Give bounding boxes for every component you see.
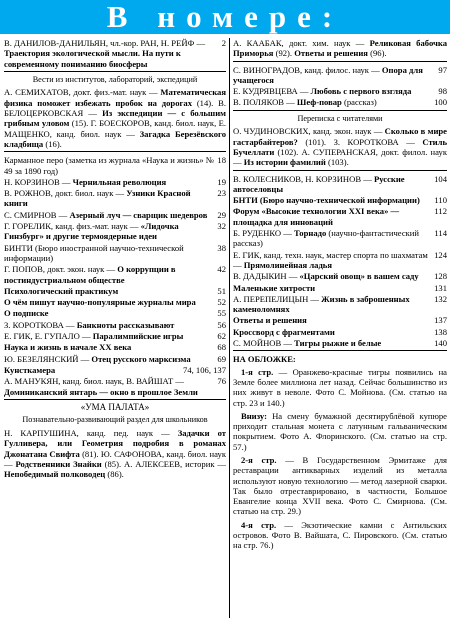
- toc-title: Математическая физика поможет избежать пробок на дорогах: [4, 87, 226, 108]
- toc-entry-text: [233, 174, 434, 195]
- toc-entry[interactable]: [233, 271, 447, 281]
- toc-author: В. ДАДЫКИН —: [233, 271, 300, 282]
- toc-entry[interactable]: [233, 174, 447, 195]
- toc-entry[interactable]: [233, 338, 447, 348]
- toc-note: (16).: [43, 138, 62, 149]
- toc-entry-text: [4, 177, 217, 187]
- toc-author: Ю. БЕЗЕЛЯНСКИЙ —: [4, 353, 92, 364]
- toc-entry[interactable]: [4, 210, 226, 220]
- toc-page-number: 114: [434, 228, 447, 239]
- toc-entry[interactable]: [233, 97, 447, 107]
- toc-entry[interactable]: [4, 428, 226, 479]
- toc-title: Реликовая бабочка Приморья: [233, 38, 447, 59]
- toc-author: Е. ГИК, канд. техн. наук, мастер спорта по шахматам —: [233, 249, 428, 270]
- toc-entry-text: [233, 294, 434, 315]
- toc-title: Маленькие хитрости: [233, 282, 316, 293]
- contents-title: В номере:: [106, 0, 344, 34]
- toc-author: Н. КОРЗИНОВ —: [4, 176, 73, 187]
- cover-page-label: 2-я стр.: [241, 454, 277, 465]
- toc-title: Тигры рыжие и белые: [294, 338, 382, 349]
- toc-author: А. СЕМИХАТОВ, докт. физ.-мат. наук —: [4, 87, 161, 98]
- toc-entry[interactable]: [4, 155, 226, 176]
- toc-title: Любовь с первого взгляда: [310, 86, 412, 97]
- toc-title: Опора для учащегося: [233, 64, 423, 85]
- toc-title: Траектория экологической мысли. На пути к современному пониманию биосферы: [4, 48, 181, 69]
- cover-caption-text: — В Государственном Эрмитаже для реставрации антикварных изделий из металла используют новую технологию — метод лазерной сварки. Так было отреставрировано, в частности, Большое Евангелие конца XVII века. Фото С. Смирнова. (См. статью на стр. 29.): [233, 454, 447, 517]
- toc-entry-text: [233, 327, 434, 337]
- toc-title: Шеф-повар: [296, 97, 342, 108]
- toc-entry[interactable]: [4, 308, 226, 318]
- toc-title: Кроссворд с фрагментами: [233, 326, 335, 337]
- toc-title: Азерный луч — сварщик шедевров: [69, 209, 208, 220]
- toc-author: Б. РУДЕНКО —: [233, 228, 294, 239]
- toc-author: В. КОЛЕСНИКОВ, Н. КОРЗИНОВ —: [233, 173, 374, 184]
- toc-page-number: 38: [217, 242, 226, 253]
- section-rule: [4, 399, 226, 400]
- toc-entry[interactable]: [4, 354, 226, 364]
- toc-entry[interactable]: [4, 264, 226, 285]
- section-rule: [233, 61, 447, 62]
- toc-note: (81). Ю. САФОНОВА, канд. биол. наук —: [4, 448, 226, 469]
- toc-entry[interactable]: [4, 87, 226, 149]
- ump-section-heading: «УМА ПАЛАТА»: [80, 401, 150, 412]
- toc-author: Карманное перо (заметка из журнала «Наука и жизнь» № 49 за 1890 год): [4, 155, 215, 176]
- toc-title: Доминиканский янтарь — окно в прошлое Земли: [4, 386, 198, 397]
- toc-page-number: 132: [434, 293, 447, 304]
- toc-entry[interactable]: [233, 126, 447, 167]
- toc-page-number: 137: [434, 315, 447, 326]
- toc-entry-text: [233, 97, 434, 107]
- toc-title: Психологический практикум: [4, 285, 119, 296]
- toc-title: Отец русского марксизма: [91, 353, 191, 364]
- cover-section-heading: НА ОБЛОЖКЕ:: [233, 354, 296, 365]
- toc-entry-text: [4, 342, 217, 352]
- toc-page-number: 51: [217, 285, 226, 296]
- toc-note: (86).: [105, 469, 124, 480]
- toc-entry-text: [4, 188, 217, 209]
- toc-page-number: 18: [217, 155, 226, 166]
- toc-author: В. ПОЛЯКОВ —: [233, 97, 297, 108]
- toc-entry-text: [4, 155, 217, 176]
- toc-entry[interactable]: [4, 243, 226, 264]
- toc-page-number: 74, 106, 137: [183, 364, 226, 375]
- toc-title: Ответы и решения: [294, 48, 368, 59]
- toc-entry[interactable]: [233, 206, 447, 227]
- toc-page-number: 2: [221, 38, 226, 48]
- toc-page-number: 128: [434, 271, 447, 282]
- toc-author: Е. ГИК, Е. ГУПАЛО —: [4, 331, 93, 342]
- toc-title: Русские автоселовцы: [233, 173, 405, 194]
- toc-entry[interactable]: [233, 38, 447, 59]
- toc-title: Прямолинейная ладья: [243, 259, 332, 270]
- toc-entry-text: [233, 206, 434, 227]
- toc-author: А. КААБАК, докт. хим. наук —: [233, 38, 370, 48]
- cover-page-label: 1-я стр.: [241, 366, 274, 377]
- toc-page-number: 76: [217, 376, 226, 387]
- section-rule: [4, 71, 226, 72]
- toc-entry[interactable]: [4, 297, 226, 307]
- toc-title: Жизнь в заброшенных каменоломнях: [233, 293, 410, 315]
- toc-entry[interactable]: [4, 376, 226, 397]
- toc-page-number: 56: [217, 319, 226, 330]
- toc-entry[interactable]: [233, 315, 447, 325]
- toc-entry[interactable]: [4, 177, 226, 187]
- toc-author: БИНТИ (Бюро иностранной научно-технической информации): [4, 242, 184, 263]
- toc-author: А. МАНУКЯН, канд. биол. наук, В. ВАЙШАТ —: [4, 376, 184, 387]
- toc-note: (103).: [325, 157, 349, 168]
- toc-author: Г. ПОПОВ, докт. экон. наук —: [4, 264, 118, 275]
- toc-note: (96).: [367, 48, 387, 59]
- correspondence-heading: Переписка с читателями: [297, 113, 383, 123]
- toc-entry-text: [4, 264, 217, 285]
- toc-entry-text: [233, 86, 438, 96]
- news-section-heading: Вести из институтов, лабораторий, экспедиций: [32, 74, 198, 84]
- toc-page-number: 97: [438, 64, 447, 75]
- section-rule: [233, 350, 447, 351]
- ump-section-subheading: Познавательно-развивающий раздел для школьников: [22, 415, 208, 425]
- toc-entry[interactable]: [4, 38, 226, 69]
- toc-page-number: 52: [217, 297, 226, 308]
- toc-title: Узники Красной книги: [4, 188, 191, 209]
- toc-author: С. МОЙНОВ —: [233, 338, 295, 349]
- toc-entry-text: [4, 210, 217, 220]
- toc-entry[interactable]: [233, 195, 447, 205]
- toc-entry[interactable]: [4, 188, 226, 209]
- toc-title: Чернильная революция: [72, 176, 167, 187]
- toc-entry[interactable]: [4, 320, 226, 330]
- toc-entry[interactable]: [233, 250, 447, 271]
- toc-entry-text: [233, 315, 434, 325]
- toc-entry-text: [233, 271, 434, 281]
- cover-page-label: 4-я стр.: [241, 519, 277, 530]
- toc-title: О коррупции в постиндустриальном обществе: [4, 264, 176, 285]
- toc-page-number: 98: [438, 86, 447, 97]
- toc-page-number: 32: [217, 221, 226, 232]
- toc-author: Е. КУДРЯВЦЕВА —: [233, 86, 311, 97]
- toc-title: О подписке: [4, 308, 49, 319]
- toc-author: Н. КАРПУШИНА, канд. пед. наук —: [4, 427, 178, 438]
- toc-entry-text: [4, 286, 217, 296]
- toc-author: А. ПЕРЕПЕЛИЦЫН —: [233, 293, 322, 304]
- toc-title: Паралимпийские игры: [92, 331, 184, 342]
- toc-entry-text: [233, 228, 434, 249]
- toc-entry-text: [4, 221, 217, 242]
- toc-title: О чём пишут научно-популярные журналы мира: [4, 297, 196, 308]
- toc-title: Наука и жизнь в начале XX века: [4, 342, 132, 353]
- toc-entry-text: [4, 331, 217, 341]
- cover-description: [233, 367, 447, 408]
- toc-page-number: 69: [217, 353, 226, 364]
- toc-entry[interactable]: [4, 221, 226, 242]
- toc-entry[interactable]: [4, 331, 226, 341]
- toc-note: (85). А. АЛЕКСЕЕВ, историк —: [101, 458, 226, 469]
- toc-entry-text: [4, 38, 222, 69]
- toc-page-number: 124: [434, 249, 447, 260]
- toc-title: Родственники Знайки: [15, 458, 102, 469]
- toc-page-number: 131: [434, 282, 447, 293]
- toc-entry[interactable]: [233, 327, 447, 337]
- toc-note: (15). Г. БОЕСКОРОВ, канд. биол. наук, Е. МАЩЕНКО, канд. биол. наук —: [4, 118, 226, 139]
- toc-title: Стиль Бучеллати: [233, 136, 447, 157]
- toc-note: (рассказ): [341, 97, 377, 108]
- toc-title: БНТИ (Бюро научно-технической информации): [233, 195, 420, 206]
- toc-title: Загадка Березёвского кладбища: [4, 128, 226, 149]
- left-column: [4, 38, 226, 480]
- right-column: [233, 38, 447, 554]
- toc-title: Торнадо: [293, 228, 327, 239]
- toc-author: С. ВИНОГРАДОВ, канд. филос. наук —: [233, 64, 382, 75]
- toc-author: В. ДАНИЛОВ-ДАНИЛЬЯН, чл.-кор. РАН, Н. РЕЙФ —: [4, 38, 206, 48]
- toc-entry[interactable]: [233, 86, 447, 96]
- toc-page-number: 55: [217, 308, 226, 319]
- toc-entry[interactable]: [233, 283, 447, 293]
- toc-entry-text: [4, 297, 217, 307]
- toc-entry[interactable]: [4, 365, 226, 375]
- toc-title: «Лидочка Гинзбург» и другие термоядерные идеи: [4, 221, 179, 242]
- toc-entry-text: [4, 365, 183, 375]
- toc-author: О. ЧУДИНОВСКИХ, канд. экон. наук —: [233, 126, 385, 137]
- cover-caption-text: — Экзотические камни с Антильских островов. Фото В. Вайшата, С. Пировского. (См. статью на стр. 76.): [233, 519, 447, 551]
- toc-title: Ответы и решения: [233, 315, 307, 326]
- toc-page-number: 62: [217, 331, 226, 342]
- toc-entry-text: [4, 308, 217, 318]
- toc-note: (научно-фантастический рассказ): [233, 228, 420, 249]
- toc-entry[interactable]: [4, 342, 226, 352]
- toc-title: Из истории фамилий: [243, 157, 326, 168]
- toc-author: В. РОЖНОВ, докт. биол. наук —: [4, 188, 127, 199]
- cover-description: [233, 455, 447, 517]
- toc-entry-text: [233, 283, 434, 293]
- contents-banner: [0, 0, 450, 34]
- toc-note: (14). В. БЕЛОЦЕРКОВСКАЯ —: [4, 97, 226, 119]
- toc-title: Задачки от Гулливера, или Геометрия подробия в романах Джонатана Свифта: [4, 427, 226, 459]
- toc-page-number: 140: [434, 338, 447, 349]
- toc-title: «Царский овощ» в вашем саду: [299, 271, 419, 282]
- toc-page-number: 100: [434, 97, 447, 108]
- toc-page-number: 110: [434, 195, 447, 206]
- section-rule: [233, 110, 447, 111]
- toc-entry-text: [4, 354, 217, 364]
- cover-description: [233, 411, 447, 452]
- toc-note: (102). А. СУПЕРАНСКАЯ, докт. филол. наук —: [233, 146, 447, 168]
- section-rule: [233, 170, 447, 171]
- toc-title: Из экспедиции — с большим грибным уловом: [4, 108, 226, 129]
- toc-title: Банкноты рассказывают: [76, 319, 175, 330]
- toc-page-number: 19: [217, 176, 226, 187]
- toc-entry[interactable]: [4, 286, 226, 296]
- cover-caption-text: — Оранжево-красные тигры появились на Земле более миллиона лет назад. Сейчас большинство из них живут в неволе. Фото С. Мойнова. (См. статью на стр. 23 и 140.): [233, 366, 447, 408]
- column-divider: [229, 38, 230, 618]
- toc-note: (92).: [273, 48, 295, 59]
- toc-entry-text: [233, 250, 434, 271]
- toc-page-number: 23: [217, 188, 226, 199]
- toc-title: Форум «Высокие технологии XXI века» — площадка для инноваций: [233, 206, 400, 227]
- toc-entry[interactable]: [233, 294, 447, 315]
- toc-note: (101). З. КОРОТКОВА —: [297, 136, 423, 147]
- toc-entry[interactable]: [233, 228, 447, 249]
- toc-page-number: 42: [217, 264, 226, 275]
- toc-title: Непобедимый полководец: [4, 469, 106, 480]
- toc-entry-text: [4, 376, 217, 397]
- toc-entry-text: [233, 65, 438, 86]
- toc-page-number: 29: [217, 209, 226, 220]
- toc-page-number: 112: [434, 206, 447, 217]
- toc-title: Сколько в мире гастарбайтеров?: [233, 126, 447, 147]
- toc-entry-text: [233, 195, 434, 205]
- toc-page-number: 138: [434, 326, 447, 337]
- toc-page-number: 68: [217, 342, 226, 353]
- toc-entry[interactable]: [233, 65, 447, 86]
- toc-page-number: 104: [434, 173, 447, 184]
- toc-author: Г. ГОРЕЛИК, канд. физ.-мат. наук —: [4, 221, 141, 232]
- toc-entry-text: [4, 243, 217, 264]
- toc-author: З. КОРОТКОВА —: [4, 319, 77, 330]
- section-rule: [4, 151, 226, 152]
- toc-entry-text: [4, 320, 217, 330]
- cover-caption-text: На смену бумажной десятирублёвой купюре приходит стальная монета с латунным гальваническим покрытием. Фото А. Флоринского. (См. статью на стр. 57.): [233, 410, 447, 452]
- toc-author: С. СМИРНОВ —: [4, 209, 70, 220]
- toc-entry-text: [233, 338, 434, 348]
- toc-title: Кунсткамера: [4, 364, 56, 375]
- cover-description: [233, 520, 447, 551]
- cover-page-label: Внизу:: [241, 410, 267, 421]
